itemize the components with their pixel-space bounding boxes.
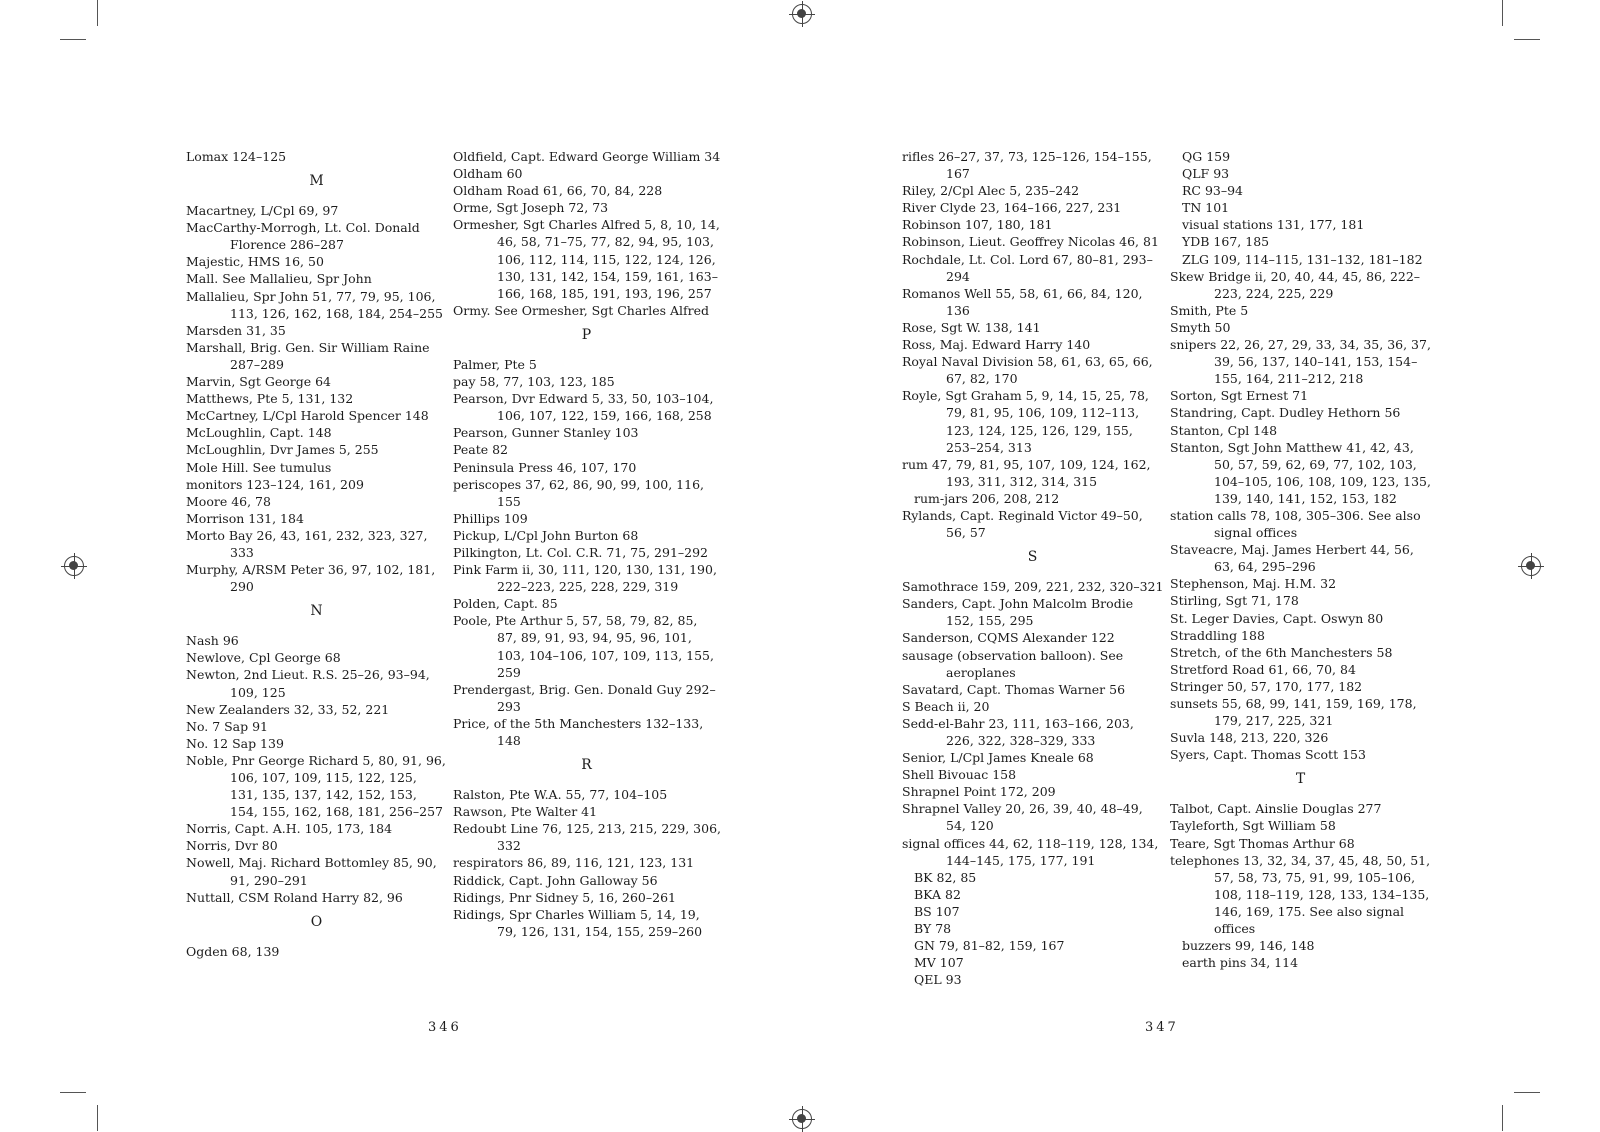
registration-mark-icon <box>1521 556 1541 576</box>
index-entry: Stringer 50, 57, 170, 177, 182 <box>1170 678 1363 694</box>
index-entry: Nuttall, CSM Roland Harry 82, 96 <box>186 889 403 905</box>
index-entry: rum 47, 79, 81, 95, 107, 109, 124, 162, 193, 311, 312, 314, 315 <box>902 456 1151 489</box>
index-entry: Price, of the 5th Manchesters 132–133, 148 <box>453 715 704 748</box>
index-entry: Sanderson, CQMS Alexander 122 <box>902 630 1115 646</box>
index-entry: Marshall, Brig. Gen. Sir William Raine 287–289 <box>186 339 430 372</box>
index-column-1 <box>186 148 448 960</box>
index-entry: Royal Naval Division 58, 61, 63, 65, 66, 67, 82, 170 <box>902 354 1153 387</box>
index-subentry: RC 93–94 <box>1182 183 1244 199</box>
index-entry: Royle, Sgt Graham 5, 9, 14, 15, 25, 78, 79, 81, 95, 106, 109, 112–113, 123, 124, 125, 126, 129, 155, 253–254, 313 <box>902 388 1149 455</box>
section-letter: M <box>309 173 325 190</box>
index-entry: Talbot, Capt. Ainslie Douglas 277 <box>1170 801 1382 817</box>
index-entry: Mallalieu, Spr John 51, 77, 79, 95, 106, 113, 126, 162, 168, 184, 254–255 <box>186 288 443 321</box>
index-entry: Oldham 60 <box>453 166 523 182</box>
index-entry: Stretford Road 61, 66, 70, 84 <box>1170 661 1356 677</box>
crop-mark <box>97 1105 98 1131</box>
index-entry: Sorton, Sgt Ernest 71 <box>1170 388 1309 404</box>
index-subentry: QG 159 <box>1182 149 1231 164</box>
index-entry: Stanton, Cpl 148 <box>1170 422 1278 438</box>
index-entry: No. 12 Sap 139 <box>186 735 284 751</box>
index-entry: Stirling, Sgt 71, 178 <box>1170 593 1299 609</box>
index-subentry: buzzers 99, 146, 148 <box>1182 938 1315 954</box>
index-subentry: GN 79, 81–82, 159, 167 <box>914 938 1065 954</box>
index-entry: No. 7 Sap 91 <box>186 718 269 734</box>
index-entry: Lomax 124–125 <box>186 149 287 164</box>
index-entry: Morrison 131, 184 <box>186 510 304 526</box>
index-entry: Morto Bay 26, 43, 161, 232, 323, 327, 333 <box>186 527 428 560</box>
index-entry: Sanders, Capt. John Malcolm Brodie 152, 155, 295 <box>902 596 1134 629</box>
index-entry: Ridings, Spr Charles William 5, 14, 19, 79, 126, 131, 154, 155, 259–260 <box>453 906 703 939</box>
index-entry: Ormesher, Sgt Charles Alfred 5, 8, 10, 14, 46, 58, 71–75, 77, 82, 94, 95, 103, 106, 112, 114, 115, 122, 124, 126, 130, 131, 142, 154, 159, 161, 163–166, 168, 185, 191, 193, 196, 257 <box>453 217 720 301</box>
index-entry: Peate 82 <box>453 442 508 458</box>
index-entry: monitors 123–124, 161, 209 <box>186 476 364 492</box>
index-subentry: visual stations 131, 177, 181 <box>1182 217 1365 233</box>
index-entry: Smith, Pte 5 <box>1170 302 1249 318</box>
index-entry: Peninsula Press 46, 107, 170 <box>453 459 637 475</box>
index-entry: St. Leger Davies, Capt. Oswyn 80 <box>1170 610 1384 626</box>
registration-mark-icon <box>792 4 812 24</box>
crop-mark <box>97 0 98 26</box>
index-entry: Rochdale, Lt. Col. Lord 67, 80–81, 293–294 <box>902 251 1153 284</box>
index-entry: Rylands, Capt. Reginald Victor 49–50, 56, 57 <box>902 507 1143 541</box>
index-entry: Samothrace 159, 209, 221, 232, 320–321 <box>902 579 1164 595</box>
index-entry: Pink Farm ii, 30, 111, 120, 130, 131, 190, 222–223, 225, 228, 229, 319 <box>453 562 717 595</box>
index-subentry: ZLG 109, 114–115, 131–132, 181–182 <box>1182 251 1423 267</box>
index-entry: Robinson, Lieut. Geoffrey Nicolas 46, 81 <box>902 234 1159 250</box>
index-subentry: QEL 93 <box>914 972 962 988</box>
index-entry: Newton, 2nd Lieut. R.S. 25–26, 93–94, 109, 125 <box>186 667 430 700</box>
index-entry: Ogden 68, 139 <box>186 943 280 959</box>
index-entry: McLoughlin, Capt. 148 <box>186 425 332 441</box>
index-entry: Oldham Road 61, 66, 70, 84, 228 <box>453 183 663 199</box>
index-entry: Pilkington, Lt. Col. C.R. 71, 75, 291–292 <box>453 544 709 560</box>
index-entry: Murphy, A/RSM Peter 36, 97, 102, 181, 290 <box>186 562 436 595</box>
index-entry: Ross, Maj. Edward Harry 140 <box>902 337 1091 353</box>
index-entry: Nowell, Maj. Richard Bottomley 85, 90, 91, 290–291 <box>186 855 437 888</box>
index-entry: signal offices 44, 62, 118–119, 128, 134, 144–145, 175, 177, 191 <box>902 835 1159 868</box>
index-entry: Oldfield, Capt. Edward George William 34 <box>453 149 721 164</box>
index-subentry: QLF 93 <box>1182 166 1230 182</box>
index-entry: Ridings, Pnr Sidney 5, 16, 260–261 <box>453 889 676 905</box>
index-subentry: BY 78 <box>914 921 952 937</box>
index-entry: Shrapnel Point 172, 209 <box>902 784 1056 800</box>
index-entry: Orme, Sgt Joseph 72, 73 <box>453 200 609 216</box>
index-entry: Norris, Capt. A.H. 105, 173, 184 <box>186 821 393 837</box>
index-entry: rifles 26–27, 37, 73, 125–126, 154–155, 167 <box>902 149 1152 182</box>
index-subentry: MV 107 <box>914 955 964 971</box>
index-entry: Suvla 148, 213, 220, 326 <box>1170 730 1329 746</box>
index-entry: Majestic, HMS 16, 50 <box>186 254 324 270</box>
index-column-4 <box>1170 148 1432 971</box>
index-entry: River Clyde 23, 164–166, 227, 231 <box>902 200 1122 216</box>
index-entry: Romanos Well 55, 58, 61, 66, 84, 120, 136 <box>902 285 1143 318</box>
index-entry: Mole Hill. See tumulus <box>186 459 332 475</box>
index-entry: pay 58, 77, 103, 123, 185 <box>453 374 615 390</box>
index-entry: Ralston, Pte W.A. 55, 77, 104–105 <box>453 787 668 803</box>
page-number-right: 347 <box>1145 1020 1179 1035</box>
crop-mark <box>1502 0 1503 26</box>
index-entry: Standring, Capt. Dudley Hethorn 56 <box>1170 405 1401 421</box>
section-letter: O <box>310 913 324 930</box>
index-entry: Savatard, Capt. Thomas Warner 56 <box>902 681 1126 697</box>
index-entry: Teare, Sgt Thomas Arthur 68 <box>1170 835 1355 851</box>
index-entry: Rawson, Pte Walter 41 <box>453 804 598 820</box>
index-entry: Syers, Capt. Thomas Scott 153 <box>1170 747 1366 763</box>
index-entry: periscopes 37, 62, 86, 90, 99, 100, 116, 155 <box>453 476 705 509</box>
index-entry: Polden, Capt. 85 <box>453 596 558 612</box>
index-entry: Pearson, Dvr Edward 5, 33, 50, 103–104, 106, 107, 122, 159, 166, 168, 258 <box>453 391 714 424</box>
index-subentry: BKA 82 <box>914 886 961 902</box>
index-entry: MacCarthy-Morrogh, Lt. Col. Donald Florence 286–287 <box>186 220 420 253</box>
index-entry: Marvin, Sgt George 64 <box>186 374 332 390</box>
index-entry: Marsden 31, 35 <box>186 322 286 338</box>
index-entry: New Zealanders 32, 33, 52, 221 <box>186 701 390 717</box>
index-entry: Moore 46, 78 <box>186 493 271 509</box>
index-entry: Rose, Sgt W. 138, 141 <box>902 319 1041 335</box>
index-entry: Stretch, of the 6th Manchesters 58 <box>1170 644 1393 660</box>
index-entry: Smyth 50 <box>1170 319 1231 335</box>
index-entry: Newlove, Cpl George 68 <box>186 650 341 666</box>
index-subentry: YDB 167, 185 <box>1182 234 1270 250</box>
registration-mark-icon <box>64 556 84 576</box>
index-entry: Senior, L/Cpl James Kneale 68 <box>902 750 1094 766</box>
crop-mark <box>1502 1105 1503 1131</box>
index-entry: Poole, Pte Arthur 5, 57, 58, 79, 82, 85, 87, 89, 91, 93, 94, 95, 96, 101, 103, 104–106, 107, 109, 113, 155, 259 <box>453 613 714 680</box>
section-letter: S <box>1027 549 1039 566</box>
index-subentry: earth pins 34, 114 <box>1182 955 1299 971</box>
index-subentry: BK 82, 85 <box>914 869 977 885</box>
section-letter: T <box>1295 771 1307 788</box>
crop-mark <box>60 39 86 40</box>
crop-mark <box>1514 1092 1540 1093</box>
index-entry: Mall. See Mallalieu, Spr John <box>186 271 372 287</box>
index-entry: Riddick, Capt. John Galloway 56 <box>453 872 658 888</box>
section-letter: P <box>581 326 593 343</box>
index-entry: Stanton, Sgt John Matthew 41, 42, 43, 50, 57, 59, 62, 69, 77, 102, 103, 104–105, 106, 108, 109, 123, 135, 139, 140, 141, 152, 153, 182 <box>1170 439 1431 506</box>
index-entry: Stephenson, Maj. H.M. 32 <box>1170 576 1337 592</box>
index-entry: Matthews, Pte 5, 131, 132 <box>186 391 354 407</box>
section-letter: N <box>310 603 324 620</box>
index-subentry: rum-jars 206, 208, 212 <box>914 490 1060 506</box>
index-entry: sausage (observation balloon). See aeroplanes <box>902 647 1124 680</box>
index-entry: McLoughlin, Dvr James 5, 255 <box>186 442 379 458</box>
index-entry: Shrapnel Valley 20, 26, 39, 40, 48–49, 54, 120 <box>902 801 1143 834</box>
registration-mark-icon <box>792 1109 812 1129</box>
index-entry: Norris, Dvr 80 <box>186 838 278 854</box>
index-entry: Macartney, L/Cpl 69, 97 <box>186 203 339 219</box>
index-entry: S Beach ii, 20 <box>902 698 990 714</box>
index-entry: Staveacre, Maj. James Herbert 44, 56, 63, 64, 295–296 <box>1170 542 1414 575</box>
index-entry: Nash 96 <box>186 633 239 649</box>
index-entry: Redoubt Line 76, 125, 213, 215, 229, 306, 332 <box>453 821 722 854</box>
crop-mark <box>1514 39 1540 40</box>
index-entry: Robinson 107, 180, 181 <box>902 217 1053 233</box>
index-entry: Noble, Pnr George Richard 5, 80, 91, 96, 106, 107, 109, 115, 122, 125, 131, 135, 137, 142, 152, 153, 154, 155, 162, 168, 181, 256–257 <box>186 752 446 820</box>
index-entry: Prendergast, Brig. Gen. Donald Guy 292–293 <box>453 681 716 714</box>
index-entry: Palmer, Pte 5 <box>453 356 537 372</box>
index-entry: Pearson, Gunner Stanley 103 <box>453 425 639 441</box>
index-column-3 <box>902 148 1164 988</box>
index-entry: McCartney, L/Cpl Harold Spencer 148 <box>186 408 429 424</box>
index-entry: station calls 78, 108, 305–306. See also signal offices <box>1170 507 1421 541</box>
index-entry: Riley, 2/Cpl Alec 5, 235–242 <box>902 183 1080 199</box>
section-letter: R <box>581 757 593 774</box>
index-entry: Tayleforth, Sgt William 58 <box>1170 818 1336 834</box>
page-number-left: 346 <box>428 1020 462 1035</box>
index-entry: Straddling 188 <box>1170 627 1265 643</box>
index-entry: Phillips 109 <box>453 510 528 526</box>
index-entry: Shell Bivouac 158 <box>902 767 1017 783</box>
index-subentry: BS 107 <box>914 903 960 919</box>
index-entry: Sedd-el-Bahr 23, 111, 163–166, 203, 226, 322, 328–329, 333 <box>902 715 1134 748</box>
index-entry: Ormy. See Ormesher, Sgt Charles Alfred <box>453 302 710 318</box>
index-subentry: TN 101 <box>1182 200 1230 216</box>
index-entry: Skew Bridge ii, 20, 40, 44, 45, 86, 222–223, 224, 225, 229 <box>1170 268 1421 301</box>
crop-mark <box>60 1092 86 1093</box>
index-entry: telephones 13, 32, 34, 37, 45, 48, 50, 51, 57, 58, 73, 75, 91, 99, 105–106, 108, 118–119, 128, 133, 134–135, 146, 169, 175. See also signal offices <box>1170 852 1431 937</box>
index-entry: sunsets 55, 68, 99, 141, 159, 169, 178, 179, 217, 225, 321 <box>1170 696 1417 729</box>
index-entry: snipers 22, 26, 27, 29, 33, 34, 35, 36, 37, 39, 56, 137, 140–141, 153, 154–155, 164, 211–212, 218 <box>1170 337 1431 387</box>
index-entry: respirators 86, 89, 116, 121, 123, 131 <box>453 855 695 871</box>
index-column-2 <box>453 148 721 940</box>
index-entry: Pickup, L/Cpl John Burton 68 <box>453 527 639 543</box>
